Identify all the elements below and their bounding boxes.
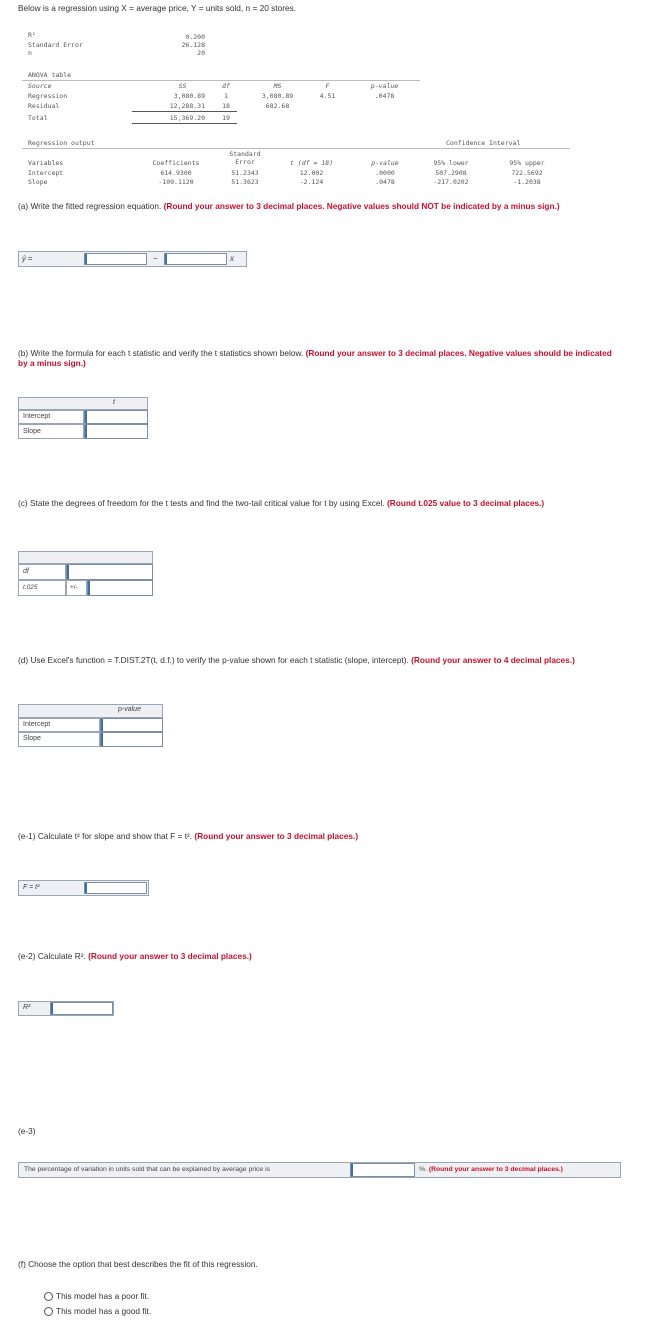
reg-cell-coef: 614.9300	[160, 169, 192, 177]
part-d-instruction: (Round your answer to 4 decimal places.)	[411, 655, 575, 665]
n-label: n	[28, 49, 32, 57]
part-b-instruction: (Round your answer to 3 decimal places. Negative values should be indicated by a minus sign.)	[18, 348, 612, 368]
anova-cell-ss: 12,288.31	[169, 102, 205, 110]
anova-header-ss: SS	[178, 82, 187, 90]
f-t2-input[interactable]	[84, 882, 147, 894]
t-intercept-input[interactable]	[84, 410, 148, 424]
part-b-header-row	[18, 397, 148, 410]
part-b-intercept-label: Intercept	[23, 413, 51, 420]
reg-cell-var: Intercept	[28, 169, 64, 177]
anova-header-source: Source	[28, 82, 52, 90]
part-d-header-row	[18, 704, 163, 718]
t-slope-input[interactable]	[84, 424, 148, 439]
option-poor-fit-radio[interactable]	[44, 1292, 53, 1301]
df-label: df	[23, 568, 29, 575]
r2-answer-label: R²	[23, 1004, 31, 1011]
part-d-text: (d) Use Excel's function = T.DIST.2T(t, d.f.) to verify the p-value shown for each t statistic (slope, intercept).	[18, 655, 409, 665]
anova-cell-df: 19	[222, 114, 230, 122]
reg-cell-p: .0478	[375, 178, 395, 186]
option-good-fit-radio[interactable]	[44, 1307, 53, 1316]
reg-cell-t: -2.124	[299, 178, 324, 186]
std-error-label: Standard Error	[28, 41, 83, 49]
std-error-value: 26.128	[181, 41, 205, 49]
part-e1-question	[18, 831, 618, 841]
anova-cell-df: 1	[224, 92, 228, 100]
part-e1-text: (e-1) Calculate t² for slope and show that F = t².	[18, 831, 193, 841]
p-slope-input[interactable]	[100, 732, 163, 747]
anova-cell-ms: 682.68	[265, 102, 290, 110]
anova-cell-ss: 15,369.20	[169, 114, 205, 122]
anova-cell-source: Total	[28, 114, 48, 122]
option-good-fit-label[interactable]: This model has a good fit.	[56, 1306, 152, 1316]
part-b-col-header: t	[113, 399, 115, 406]
anova-cell-ss: 3,080.89	[173, 92, 205, 100]
intercept-input[interactable]	[84, 253, 147, 265]
t025-label: t.025	[23, 584, 38, 591]
part-e2-question	[18, 951, 618, 961]
anova-cell-f: 4.51	[319, 92, 336, 100]
df-input[interactable]	[66, 564, 153, 580]
percentage-input[interactable]	[350, 1163, 415, 1177]
anova-sum-rule	[132, 111, 237, 112]
part-a-text: (a) Write the fitted regression equation.	[18, 201, 162, 211]
t025-input[interactable]	[87, 580, 153, 596]
yhat-label: ŷ =	[22, 254, 33, 263]
reg-header-upper: 95% upper	[509, 159, 545, 167]
part-d-slope-label: Slope	[23, 735, 41, 742]
f-t2-label: F = t²	[23, 884, 40, 891]
part-c-text: (c) State the degrees of freedom for the t tests and find the two-tail critical value for t by using Excel.	[18, 498, 385, 508]
part-e3-suffix	[419, 1166, 563, 1173]
part-d-intercept-label: Intercept	[23, 721, 51, 728]
part-c-instruction: (Round t.025 value to 3 decimal places.)	[386, 498, 545, 508]
anova-total-rule	[132, 123, 237, 124]
reg-header-variables: Variables	[28, 159, 64, 167]
part-e3-label: (e-3)	[18, 1126, 36, 1136]
anova-divider	[22, 80, 420, 81]
regression-divider	[22, 148, 570, 149]
reg-header-coef: Coefficients	[152, 159, 200, 167]
slope-input[interactable]	[164, 253, 227, 265]
reg-header-se: Standard Error	[229, 150, 261, 166]
anova-cell-source: Regression	[28, 92, 68, 100]
part-b-question	[18, 348, 618, 368]
p-intercept-input[interactable]	[100, 718, 163, 732]
part-e3-instruction: (Round your answer to 3 decimal places.)	[428, 1166, 563, 1173]
part-b-text: (b) Write the formula for each t statistic and verify the t statistics shown below.	[18, 348, 304, 358]
pm-label: +/-	[70, 584, 78, 591]
reg-cell-t: 12.002	[299, 169, 324, 177]
n-value: 20	[197, 49, 205, 57]
reg-cell-upper: 722.5692	[511, 169, 543, 177]
r2-input[interactable]	[50, 1002, 113, 1015]
option-poor-fit-label[interactable]: This model has a poor fit.	[56, 1291, 150, 1301]
anova-title: ANOVA table	[28, 71, 72, 79]
reg-cell-var: Slope	[28, 178, 48, 186]
part-a-instruction: (Round your answer to 3 decimal places. Negative values should NOT be indicated by a minus sign.)	[163, 201, 560, 211]
reg-cell-se: 51.3623	[231, 178, 259, 186]
anova-header-pvalue: p-value	[370, 82, 399, 90]
anova-header-f: F	[325, 82, 330, 90]
reg-cell-p: .0000	[375, 169, 395, 177]
part-e1-instruction: (Round your answer to 3 decimal places.)	[194, 831, 359, 841]
part-d-col-header: p-value	[118, 706, 141, 713]
minus-sign: −	[153, 254, 158, 263]
part-a-question	[18, 201, 618, 211]
ci-title: Confidence Interval	[446, 139, 521, 147]
intro-text: Below is a regression using X = average price, Y = units sold, n = 20 stores.	[18, 3, 297, 13]
regression-title: Regression output	[28, 139, 95, 147]
reg-cell-upper: -1.2038	[513, 178, 541, 186]
r2-value: 0.200	[185, 33, 205, 41]
part-e2-instruction: (Round your answer to 3 decimal places.)	[88, 951, 252, 961]
reg-cell-lower: -217.0202	[433, 178, 469, 186]
reg-cell-se: 51.2343	[231, 169, 259, 177]
reg-header-t: t (df = 18)	[289, 159, 334, 167]
part-b-slope-label: Slope	[23, 428, 41, 435]
x-label: x	[230, 254, 234, 263]
anova-cell-df: 18	[222, 102, 230, 110]
part-e2-text: (e-2) Calculate R².	[18, 951, 86, 961]
reg-cell-lower: 507.2908	[435, 169, 467, 177]
anova-header-ms: MS	[273, 82, 282, 90]
part-c-question	[18, 498, 638, 508]
percent-sign: %.	[419, 1166, 427, 1173]
part-f-question: (f) Choose the option that best describes the fit of this regression.	[18, 1259, 258, 1269]
reg-header-lower: 95% lower	[433, 159, 469, 167]
anova-cell-p: .0478	[374, 92, 395, 100]
part-e3-sentence: The percentage of variation in units sold that can be explained by average price is	[24, 1166, 270, 1173]
anova-header-df: df	[222, 82, 230, 90]
reg-header-p: p-value	[371, 159, 399, 167]
r2-label: R²	[28, 31, 36, 39]
anova-cell-source: Residual	[28, 102, 60, 110]
part-c-header-row	[18, 551, 153, 564]
anova-cell-ms: 3,080.89	[261, 92, 294, 100]
reg-cell-coef: -109.1120	[158, 178, 194, 186]
part-d-question	[18, 655, 618, 665]
